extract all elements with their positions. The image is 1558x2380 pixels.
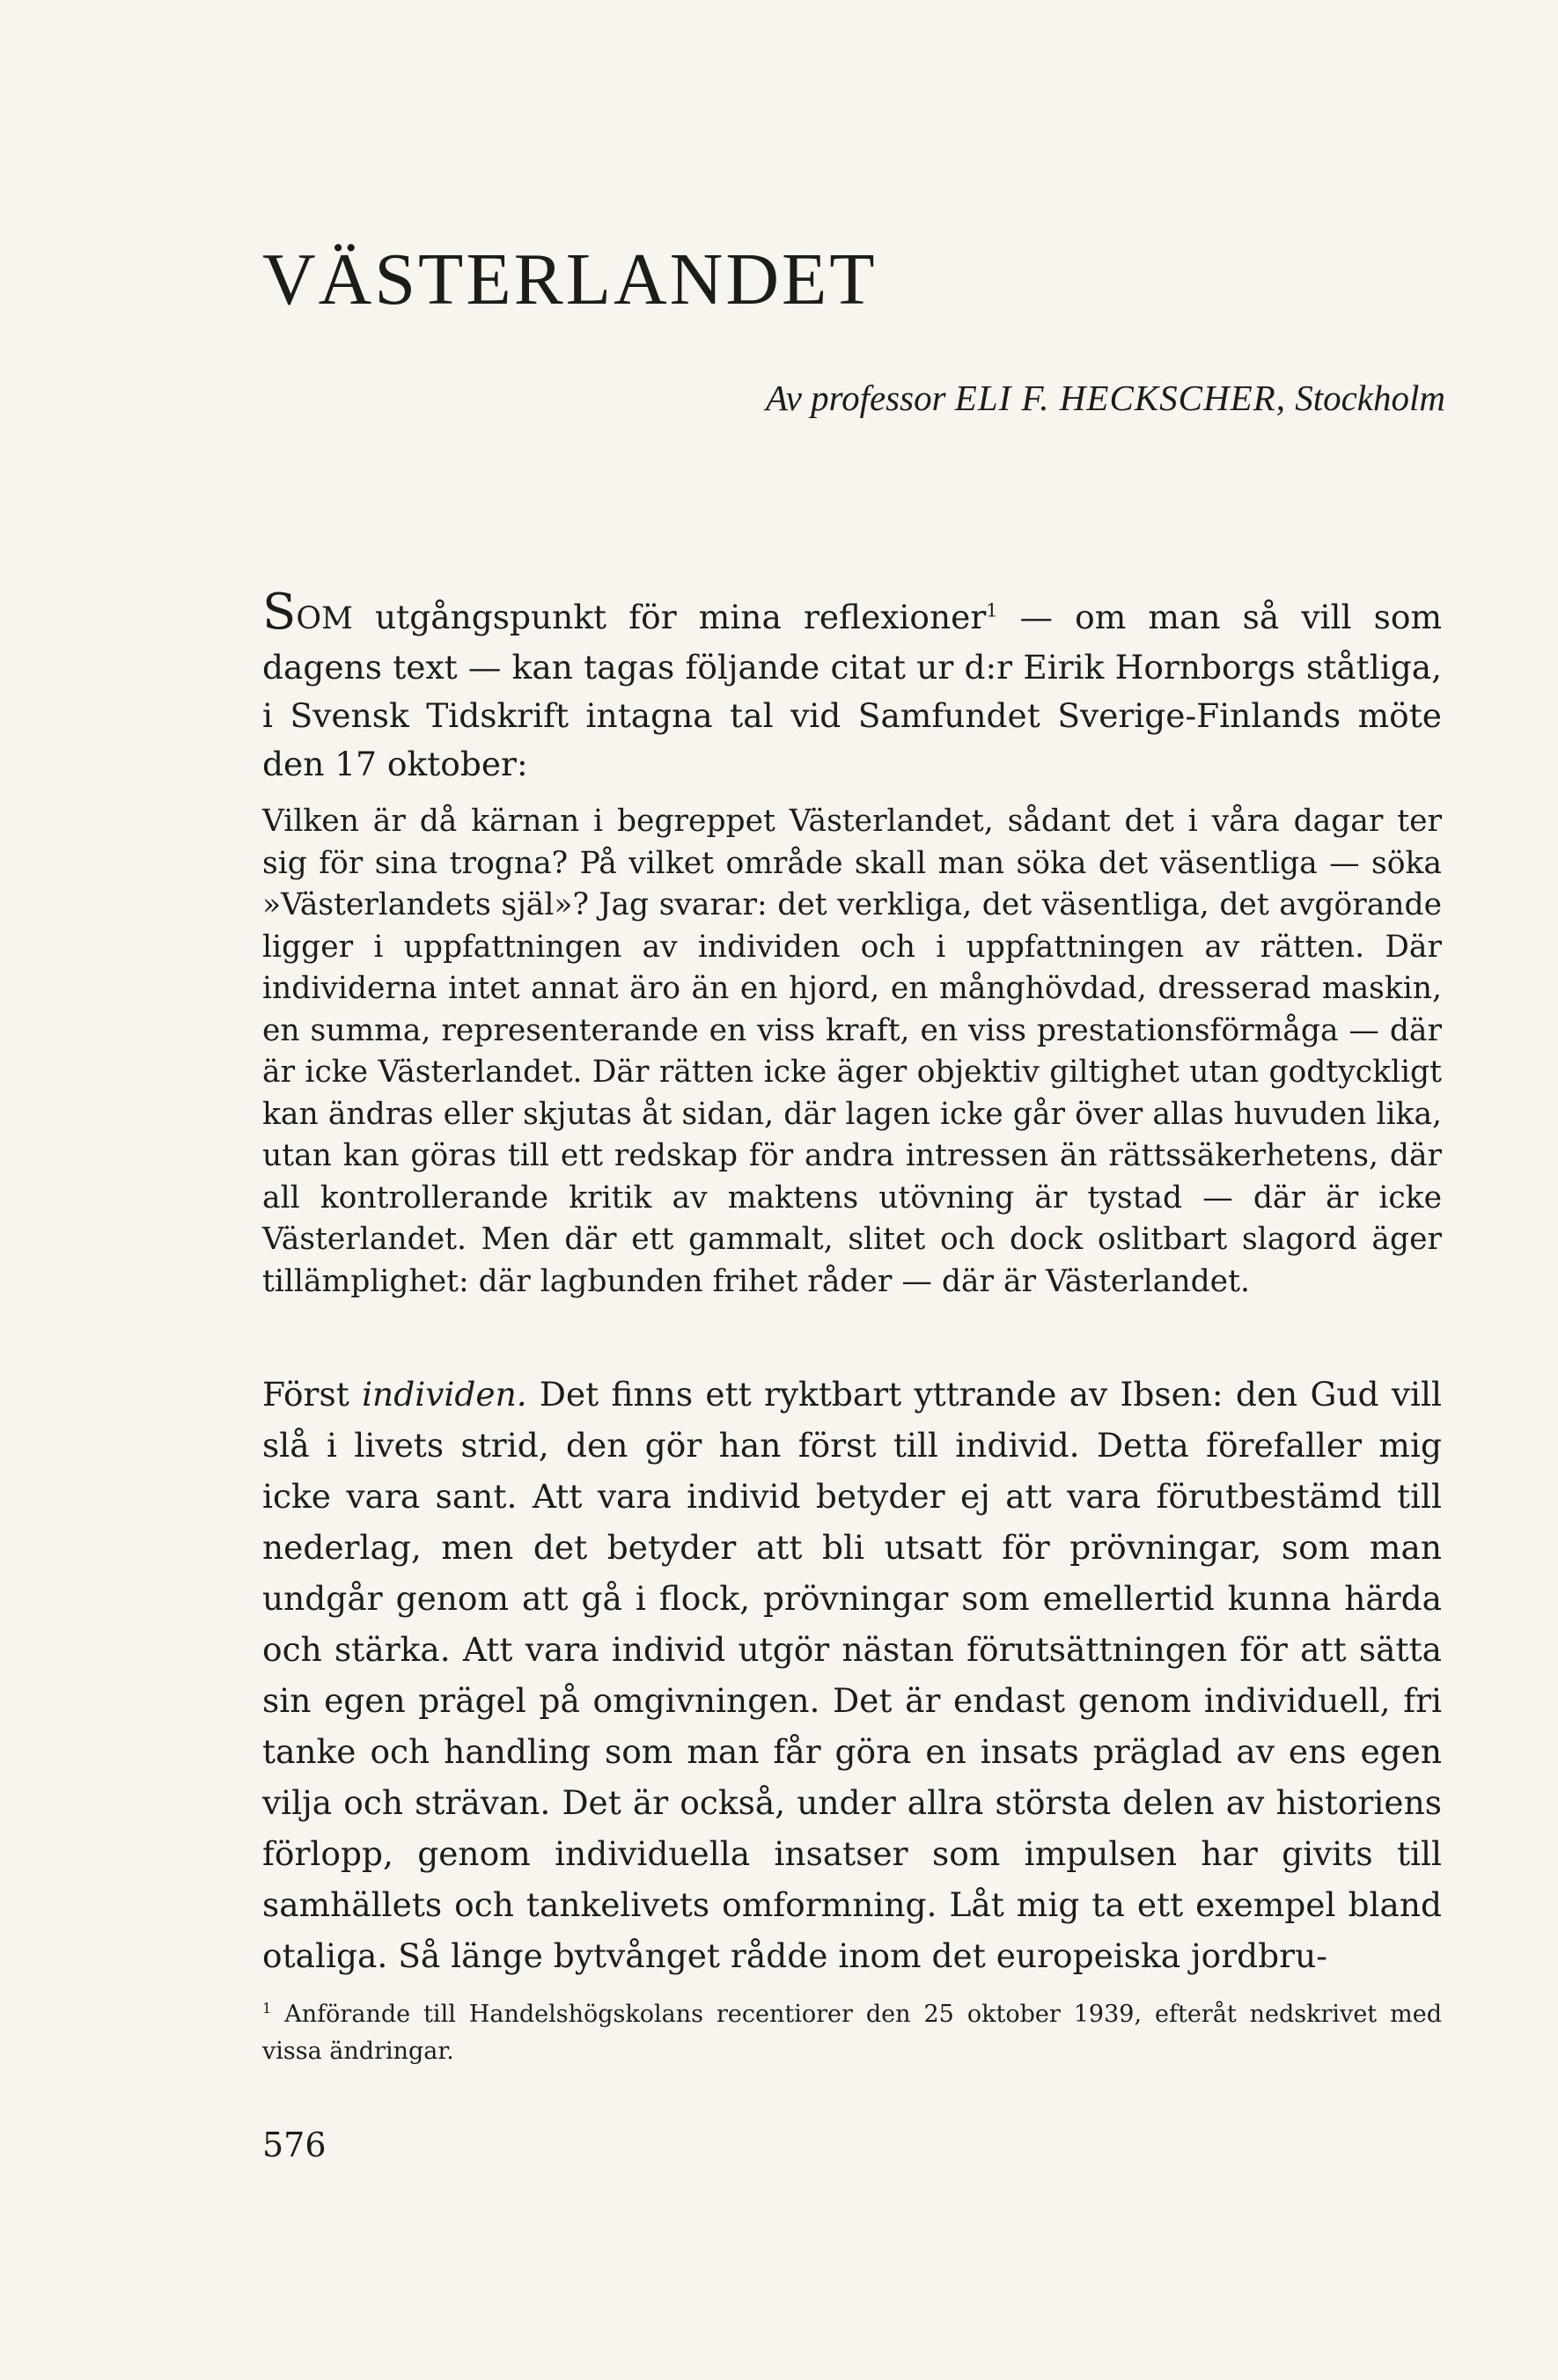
paragraph-emphasis: individen. — [362, 1375, 527, 1414]
paragraph-lead: Först — [262, 1375, 363, 1414]
footnote — [262, 1996, 1442, 2070]
article-title: VÄSTERLANDET — [262, 239, 878, 321]
byline-place: Stockholm — [1295, 378, 1445, 418]
footnote-mark: 1 — [262, 2000, 272, 2016]
drop-cap: S — [262, 584, 297, 641]
byline-author: ELI F. HECKSCHER, — [954, 378, 1286, 418]
body-paragraph — [262, 1369, 1442, 1981]
intro-text-end: — om man så vill som dagens text — kan tagas följande citat ur d:r Eirik Hornborgs ståtliga, i Svensk Tidskrift intagna tal vid Samfundet Sverige-Finlands möte den 17 oktober: — [262, 598, 1443, 783]
intro-paragraph — [262, 584, 1443, 789]
block-quote: Vilken är då kärnan i begreppet Västerlandet, sådant det i våra dagar ter sig för sina trogna? På vilket område skall man söka det väsentliga — söka »Västerlandets själ»? Jag svarar: det verkliga, det väsentliga, det avgörande ligger i uppfattningen av individen och i uppfattningen av rätten. Där individerna intet annat äro än en hjord, en månghövdad, dresserad maskin, en summa, representerande en viss kraft, en viss prestationsförmåga — där är icke Västerlandet. Där rätten icke äger objektiv giltighet utan godtyckligt kan ändras eller skjutas åt sidan, där lagen icke går över allas huvuden lika, utan kan göras till ett redskap för andra intressen än rättssäkerhetens, där all kontrollerande kritik av maktens utövning är tystad — där är icke Västerlandet. Men där ett gammalt, slitet och dock oslitbart slagord äger tillämplighet: där lagbunden frihet råder — där är Västerlandet. — [262, 804, 1442, 1299]
footnote-text: Anförande till Handelshögskolans recentiorer den 25 oktober 1939, efteråt nedskrivet med vissa ändringar. — [262, 2001, 1442, 2065]
footnote-reference: 1 — [986, 599, 998, 621]
paragraph-text: Det finns ett ryktbart yttrande av Ibsen: den Gud vill slå i livets strid, den gör han först till individ. Detta förefaller mig icke vara sant. Att vara individ betyder ej att vara förutbestämd till nederlag, men det betyder att bli utsatt för prövningar, som man undgår genom att gå i flock, prövningar som emellertid kunna härda och stärka. Att vara individ utgör nästan förutsättningen för att sätta sin egen prägel på omgivningen. Det är endast genom individuell, fri tanke och handling som man får göra en insats präglad av ens egen vilja och strävan. Det är också, under allra största delen av historiens förlopp, genom individuella insatser som impulsen har givits till samhällets och tankelivets omformning. Låt mig ta ett exempel bland otaliga. Så länge bytvånget rådde inom det europeiska jordbru- — [262, 1375, 1442, 1975]
byline — [766, 377, 1445, 419]
byline-prefix: Av professor — [765, 378, 946, 418]
intro-small-caps: OM — [296, 601, 353, 636]
intro-text-start: utgångspunkt för mina reflexioner — [352, 598, 987, 636]
page-number: 576 — [262, 2126, 327, 2164]
